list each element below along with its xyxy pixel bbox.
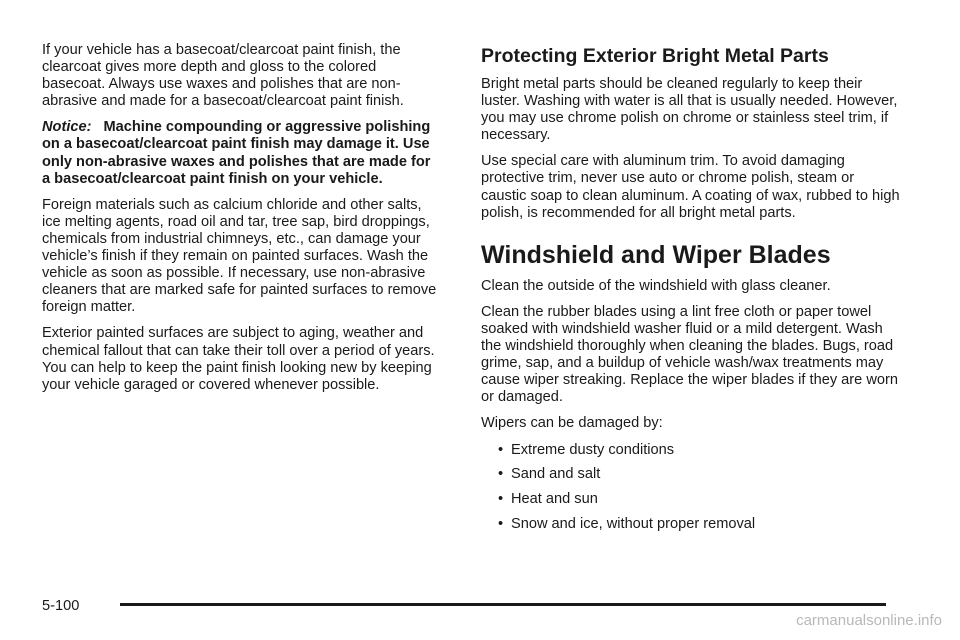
paragraph-foreign-materials: Foreign materials such as calcium chloride and other salts, ice melting agents, road oil and tar, tree sap, bird droppings, chemicals from industrial chimneys, etc., can damage your vehicle’s finish if they remain on painted surfaces. Wash the vehicle as soon as possible. If necessary, use non-abrasive cleaners that are marked safe for painted surfaces to remove foreign matter. [42, 196, 437, 316]
paragraph-windshield-clean: Clean the outside of the windshield with glass cleaner. [481, 277, 831, 294]
paragraph-blade-cleaning: Clean the rubber blades using a lint free cloth or paper towel soaked with windshield washer fluid or a mild detergent. Wash the windshield thoroughly when cleaning the blades. Bugs, road grime, sap, and a buildup of vehicle wash/wax treatments may cause wiper streaking. Replace the wiper blades if they are worn or damaged. [481, 303, 898, 406]
bullet-icon: • [498, 515, 504, 532]
page-number: 5-100 [42, 598, 80, 614]
heading-bright-metal: Protecting Exterior Bright Metal Parts [481, 45, 829, 67]
notice-text: Machine compounding or aggressive polishing on a basecoat/clearcoat paint finish may damage it. Use only non-abrasive waxes and polishes that are made for a basecoat/clearcoat paint finish on your vehicle. [42, 119, 431, 187]
list-item: • Extreme dusty conditions [498, 441, 675, 458]
wiper-damage-list [481, 442, 901, 533]
list-item: • Sand and salt [498, 466, 601, 483]
paragraph-wipers-damaged: Wipers can be damaged by: [481, 415, 663, 432]
paragraph-basecoat: If your vehicle has a basecoat/clearcoat paint finish, the clearcoat gives more depth and gloss to the colored basecoat. Always use waxes and polishes that are non-abrasive and made for a basecoat/clearcoat paint finish. [42, 42, 404, 110]
notice-block [42, 119, 442, 187]
watermark-text: carmanualsonline.info [796, 612, 942, 629]
notice-label: Notice: [42, 119, 92, 136]
list-item: • Snow and ice, without proper removal [498, 515, 756, 532]
bullet-icon: • [498, 441, 504, 458]
paragraph-aluminum-trim: Use special care with aluminum trim. To avoid damaging protective trim, never use auto or chrome polish, steam or caustic soap to clean aluminum. A coating of wax, rubbed to high polish, is recommended for all bright metal parts. [481, 153, 900, 221]
bullet-icon: • [498, 466, 504, 483]
left-column [42, 42, 442, 403]
list-item: • Heat and sun [498, 491, 598, 508]
paragraph-metal-cleaning: Bright metal parts should be cleaned regularly to keep their luster. Washing with water is all that is usually needed. However, you may use chrome polish on chrome or stainless steel trim, if necessary. [481, 76, 898, 144]
heading-windshield-wipers: Windshield and Wiper Blades [481, 240, 831, 269]
bullet-icon: • [498, 491, 504, 508]
right-column [481, 44, 901, 541]
footer-divider [120, 603, 886, 606]
paragraph-exterior-aging: Exterior painted surfaces are subject to aging, weather and chemical fallout that can take their toll over a period of years. You can help to keep the paint finish looking new by keeping your vehicle garaged or covered whenever possible. [42, 325, 435, 393]
